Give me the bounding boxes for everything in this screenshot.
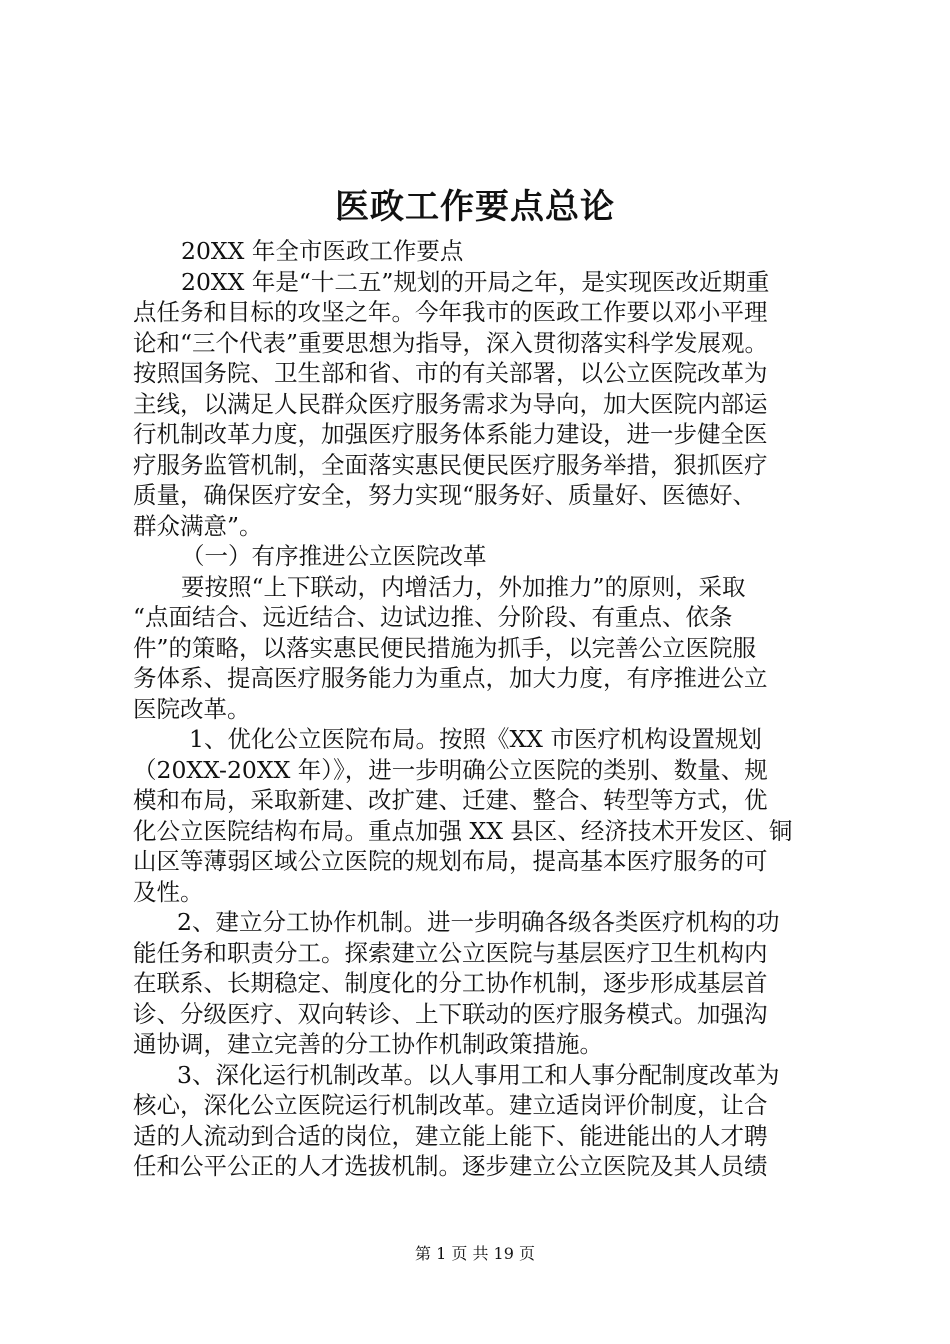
body-line: 点任务和目标的攻坚之年。今年我市的医政工作要以邓小平理: [133, 298, 768, 326]
body-line: 3、深化运行机制改革。以人事用工和人事分配制度改革为: [177, 1060, 780, 1089]
body-line: 疗服务监管机制，全面落实惠民便民医疗服务举措，狠抓医疗: [133, 450, 768, 479]
body-line: （20XX-20XX 年）》，进一步明确公立医院的类别、数量、规: [133, 755, 768, 784]
body-line: 20XX 年全市医政工作要点: [181, 237, 464, 265]
body-line: 核心，深化公立医院运行机制改革。建立适岗评价制度，让合: [133, 1091, 768, 1119]
body-line: 2、建立分工协作机制。进一步明确各级各类医疗机构的功: [177, 908, 780, 936]
body-line: 诊、分级医疗、双向转诊、上下联动的医疗服务模式。加强沟: [133, 999, 768, 1028]
body-line: 1、优化公立医院布局。按照《XX 市医疗机构设置规划: [189, 725, 762, 753]
body-line: 在联系、长期稳定、制度化的分工协作机制，逐步形成基层首: [133, 969, 768, 997]
body-line: 能任务和职责分工。探索建立公立医院与基层医疗卫生机构内: [133, 938, 768, 967]
body-line: 医院改革。: [133, 694, 251, 723]
body-line: 按照国务院、卫生部和省、市的有关部署，以公立医院改革为: [133, 359, 768, 387]
body-line: 化公立医院结构布局。重点加强 XX 县区、经济技术开发区、铜: [133, 816, 793, 845]
body-line: “点面结合、远近结合、边试边推、分阶段、有重点、依条: [133, 603, 733, 631]
body-line: 论和“三个代表”重要思想为指导，深入贯彻落实科学发展观。: [133, 328, 769, 357]
body-line: 要按照“上下联动，内增活力，外加推力”的原则，采取: [181, 572, 746, 601]
body-line: 适的人流动到合适的岗位，建立能上能下、能进能出的人才聘: [133, 1121, 768, 1150]
body-line: 任和公平公正的人才选拔机制。逐步建立公立医院及其人员绩: [133, 1152, 768, 1180]
body-line: 及性。: [133, 877, 204, 906]
body-line: 模和布局，采取新建、改扩建、迁建、整合、转型等方式，优: [133, 786, 768, 814]
body-line: 务体系、提高医疗服务能力为重点，加大力度，有序推进公立: [133, 664, 768, 692]
body-line: 通协调，建立完善的分工协作机制政策措施。: [133, 1030, 603, 1058]
document-body: [133, 236, 833, 1182]
body-line: 山区等薄弱区域公立医院的规划布局，提高基本医疗服务的可: [133, 847, 768, 875]
body-line: 行机制改革力度，加强医疗服务体系能力建设，进一步健全医: [133, 420, 768, 448]
body-line: 主线，以满足人民群众医疗服务需求为导向，加大医院内部运: [133, 389, 768, 418]
page-number-footer: 第 1 页 共 19 页: [415, 1244, 535, 1263]
body-line: 质量，确保医疗安全，努力实现“服务好、质量好、医德好、: [133, 481, 757, 509]
body-line: 20XX 年是“十二五”规划的开局之年，是实现医改近期重: [181, 267, 770, 296]
body-line: 群众满意”。: [133, 511, 263, 540]
body-line: 件”的策略，以落实惠民便民措施为抓手，以完善公立医院服: [133, 633, 757, 662]
body-line: （一）有序推进公立医院改革: [181, 542, 487, 570]
document-title: 医政工作要点总论: [335, 187, 615, 227]
